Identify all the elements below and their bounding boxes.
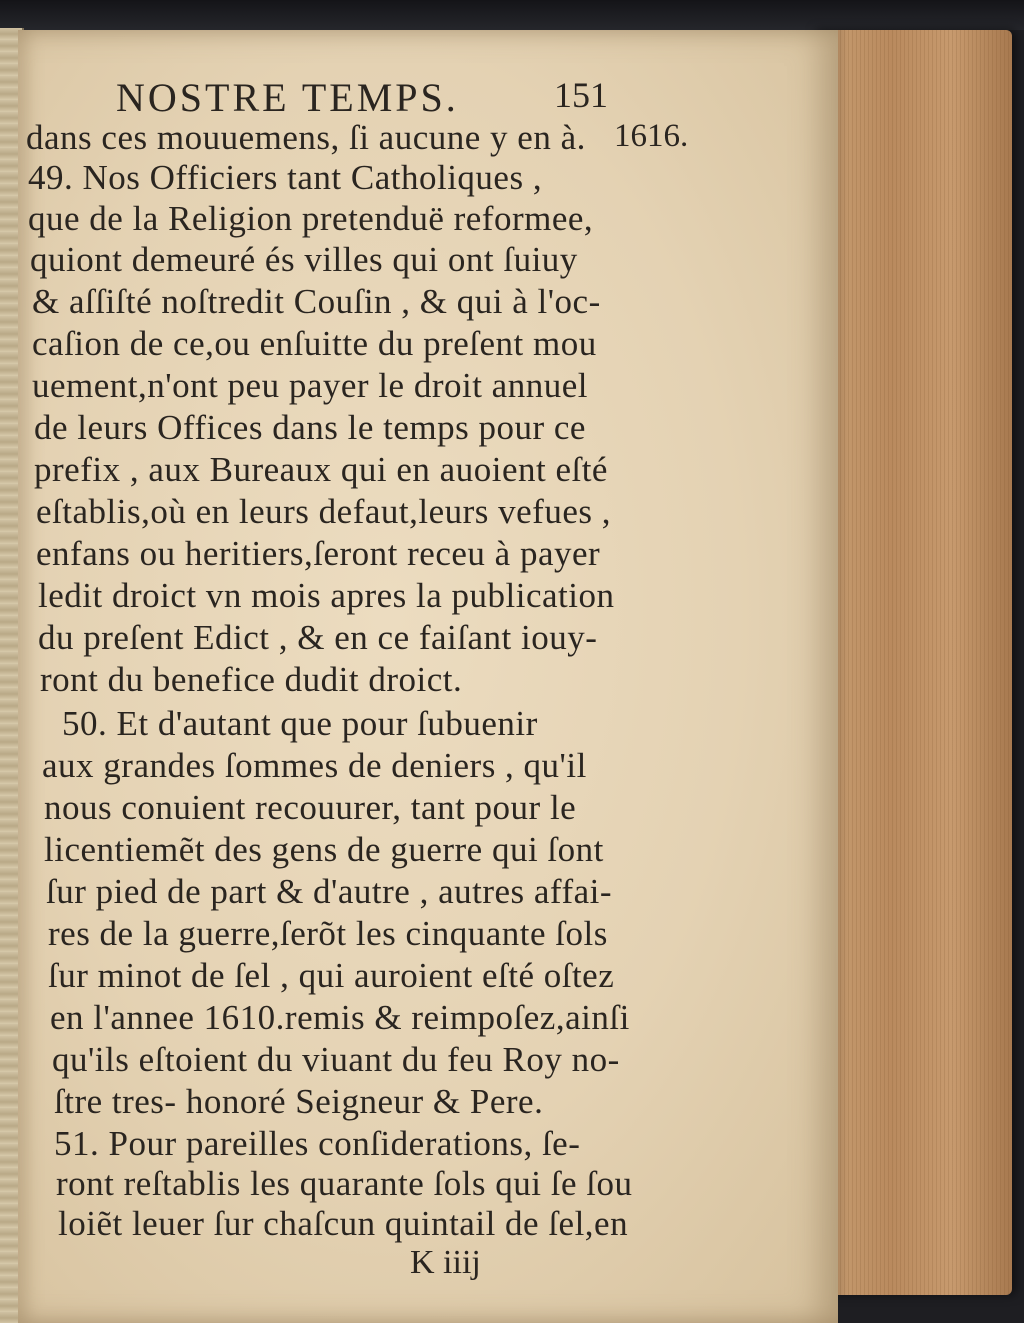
text-line: uement,n'ont peu payer le droit annuel — [32, 366, 588, 405]
book-page — [18, 30, 838, 1323]
text-line: qu'ils eſtoient du viuant du feu Roy no- — [52, 1040, 620, 1079]
text-line: quiont demeuré és villes qui ont ſuiuy — [30, 240, 578, 279]
text-line: ſtre tres- honoré Seigneur & Pere. — [54, 1082, 544, 1121]
text-line: caſion de ce,ou enſuitte du preſent mou — [32, 324, 597, 363]
text-line: en l'annee 1610.remis & reimpoſez,ainſi — [50, 998, 630, 1037]
page-text — [18, 30, 838, 1323]
text-line: prefix , aux Bureaux qui en auoient eſté — [34, 450, 608, 489]
text-line: & aſſiſté noſtredit Couſin , & qui à l'oc- — [32, 282, 601, 321]
text-line: enfans ou heritiers,ſeront receu à payer — [36, 534, 601, 573]
text-line: que de la Religion pretenduë reformee, — [28, 199, 594, 238]
text-line: res de la guerre,ſerõt les cinquante ſols — [48, 914, 608, 953]
text-line: ront reſtablis les quarante ſols qui ſe ſou — [56, 1164, 633, 1203]
text-line: ſur minot de ſel , qui auroient eſté oſtez — [48, 956, 615, 995]
text-line: 49. Nos Officiers tant Catholiques , — [28, 158, 543, 197]
text-line: ront du benefice dudit droict. — [40, 660, 463, 699]
text-line: aux grandes ſommes de deniers , qu'il — [42, 746, 587, 785]
text-line: loiẽt leuer ſur chaſcun quintail de ſel,en — [58, 1204, 629, 1243]
text-line: 51. Pour pareilles conſiderations, ſe- — [54, 1124, 581, 1163]
margin-year: 1616. — [614, 118, 689, 154]
text-line: ledit droict vn mois apres la publication — [38, 576, 615, 615]
text-line: nous conuient recouurer, tant pour le — [44, 788, 577, 827]
text-line: dans ces mouuemens, ſi aucune y en à. — [26, 118, 586, 157]
running-title: NOSTRE TEMPS. — [116, 75, 459, 120]
text-line: ſur pied de part & d'autre , autres affai- — [46, 872, 613, 911]
text-line: 50. Et d'autant que pour ſubuenir — [62, 704, 538, 743]
text-line: eſtablis,où en leurs defaut,leurs vefues , — [36, 492, 611, 531]
text-line: du preſent Edict , & en ce faiſant iouy- — [38, 618, 598, 657]
background-top — [0, 0, 1024, 30]
signature-mark: K iiij — [410, 1244, 481, 1281]
page-number: 151 — [554, 75, 608, 115]
text-line: licentiemẽt des gens de guerre qui ſont — [44, 830, 604, 869]
text-line: de leurs Offices dans le temps pour ce — [34, 408, 586, 447]
